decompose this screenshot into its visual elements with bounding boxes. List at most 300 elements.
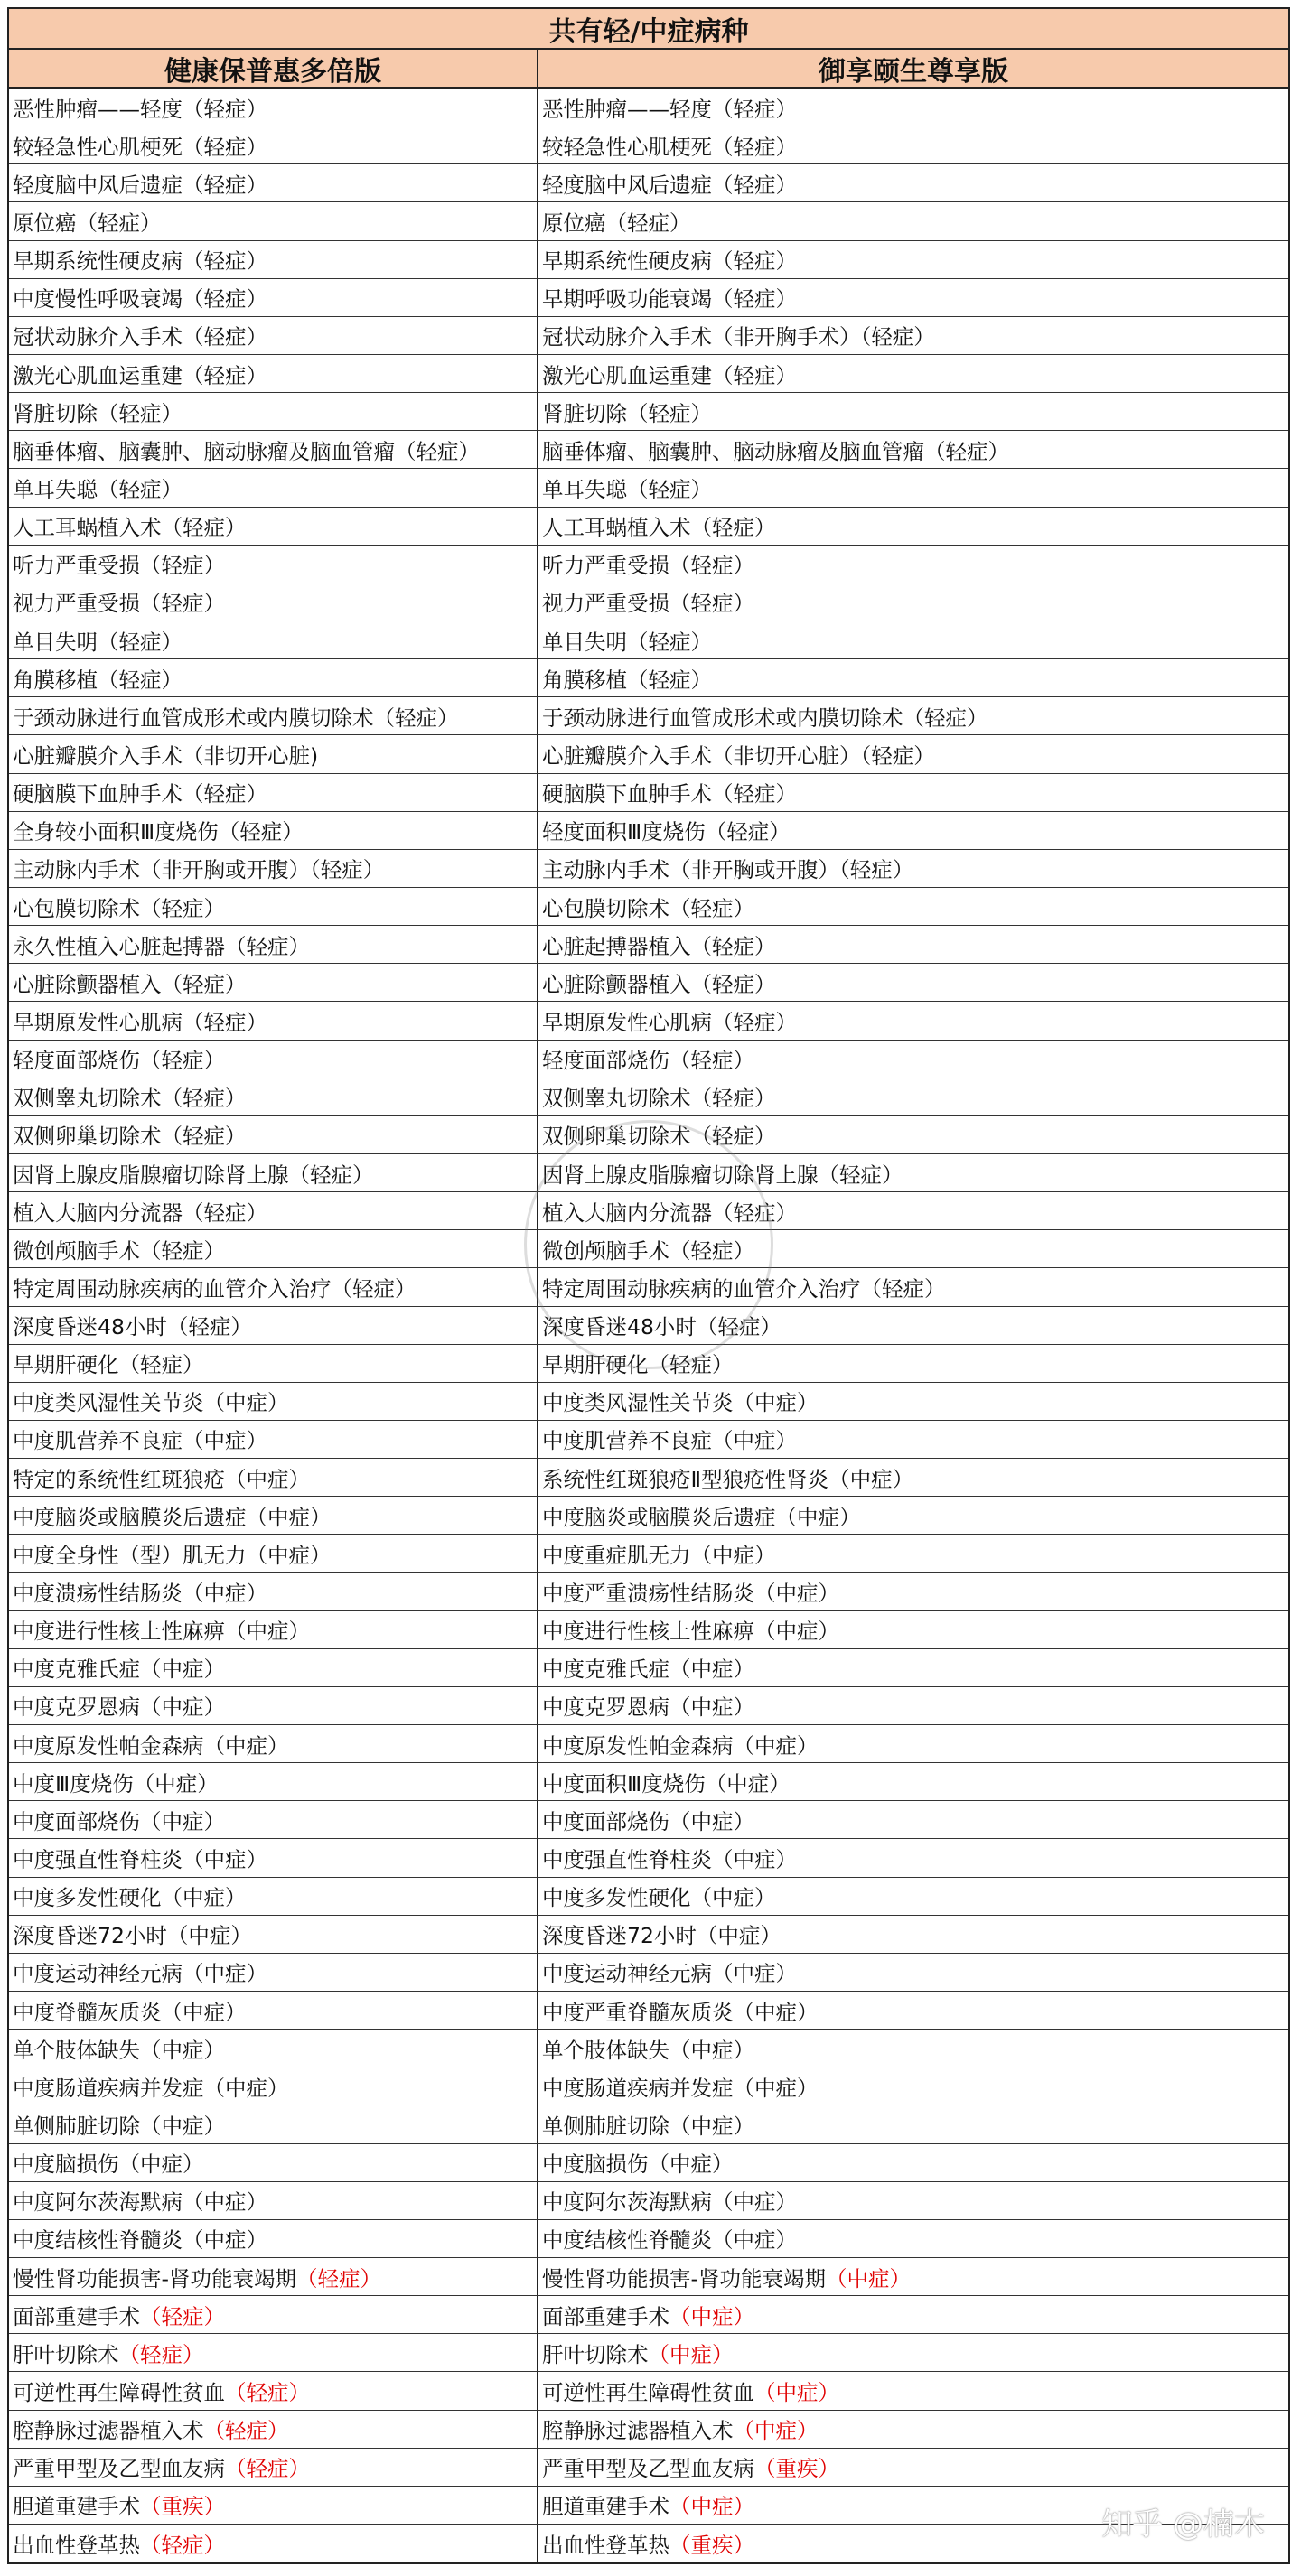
cell-right-plan [538, 583, 1288, 621]
cell-right-plan [538, 2182, 1288, 2219]
disease-name: 中度肌营养不良症（中症） [13, 1428, 267, 1454]
disease-name: 硬脑膜下血肿手术（轻症） [13, 781, 267, 807]
cell-left-plan [9, 888, 538, 925]
cell-left-plan [9, 621, 538, 658]
disease-name: 心包膜切除术（轻症） [13, 895, 225, 921]
table-row [9, 2182, 1288, 2220]
cell-right-plan [538, 2411, 1288, 2448]
table-row [9, 621, 1288, 659]
cell-left-plan [9, 2220, 538, 2257]
disease-name: 心脏除颤器植入（轻症） [542, 971, 776, 997]
cell-left-plan [9, 1649, 538, 1686]
disease-name: 可逆性再生障碍性贫血 [13, 2380, 225, 2405]
disease-name: 肾脏切除（轻症） [542, 400, 712, 426]
table-row [9, 2525, 1288, 2562]
disease-name: 较轻急性心肌梗死（轻症） [542, 134, 797, 160]
cell-left-plan [9, 508, 538, 545]
disease-name: 中度严重脊髓灰质炎（中症） [542, 1999, 819, 2025]
cell-left-plan [9, 2030, 538, 2067]
disease-name: 全身较小面积Ⅲ度烧伤（轻症） [13, 819, 304, 845]
cell-right-plan [538, 1992, 1288, 2029]
disease-name: 慢性肾功能损害-肾功能衰竭期 [13, 2265, 296, 2291]
cell-right-plan [538, 89, 1288, 126]
severity-tag: （中症） [733, 2418, 819, 2444]
table-row [9, 2105, 1288, 2143]
table-row [9, 1573, 1288, 1610]
table-row [9, 1383, 1288, 1421]
cell-right-plan [538, 202, 1288, 239]
disease-name: 中度阿尔茨海默病（中症） [13, 2189, 267, 2216]
cell-right-plan [538, 1041, 1288, 1078]
disease-name: 恶性肿瘤——轻度（轻症） [542, 96, 797, 122]
disease-name: 中度克雅氏症（中症） [542, 1657, 754, 1683]
cell-right-plan [538, 241, 1288, 278]
cell-right-plan [538, 317, 1288, 354]
disease-name: 激光心肌血运重建（轻症） [13, 362, 267, 388]
cell-right-plan [538, 2144, 1288, 2181]
table-row [9, 317, 1288, 355]
cell-left-plan [9, 659, 538, 696]
severity-tag: （中症） [754, 2380, 839, 2405]
disease-name: 中度进行性核上性麻痹（中症） [542, 1619, 839, 1645]
table-row [9, 583, 1288, 621]
table-row [9, 546, 1288, 583]
table-row [9, 1078, 1288, 1116]
disease-name: 中度脑损伤（中症） [13, 2151, 204, 2178]
disease-name: 中度进行性核上性麻痹（中症） [13, 1619, 310, 1645]
cell-left-plan [9, 1839, 538, 1876]
table-row [9, 2144, 1288, 2182]
disease-name: 单耳失聪（轻症） [13, 476, 183, 502]
cell-right-plan [538, 2296, 1288, 2333]
cell-left-plan [9, 1383, 538, 1420]
cell-left-plan [9, 1154, 538, 1191]
cell-right-plan [538, 1535, 1288, 1572]
cell-left-plan [9, 1002, 538, 1039]
disease-name: 激光心肌血运重建（轻症） [542, 362, 797, 388]
table-row [9, 1992, 1288, 2030]
table-row [9, 812, 1288, 850]
disease-name: 中度溃疡性结肠炎（中症） [13, 1581, 267, 1607]
disease-name: 双侧睾丸切除术（轻症） [542, 1086, 776, 1112]
table-row [9, 2030, 1288, 2067]
severity-tag: （中症） [825, 2265, 911, 2291]
cell-left-plan [9, 2258, 538, 2295]
disease-name: 较轻急性心肌梗死（轻症） [13, 134, 267, 160]
disease-name: 特定的系统性红斑狼疮（中症） [13, 1466, 310, 1492]
disease-name: 角膜移植（轻症） [13, 667, 183, 693]
cell-left-plan [9, 1535, 538, 1572]
table-row [9, 393, 1288, 431]
disease-name: 主动脉内手术（非开胸或开腹）（轻症） [13, 857, 385, 883]
cell-right-plan [538, 1573, 1288, 1610]
cell-right-plan [538, 2372, 1288, 2409]
cell-left-plan [9, 1307, 538, 1344]
cell-left-plan [9, 1916, 538, 1953]
disease-name: 人工耳蜗植入术（轻症） [542, 515, 776, 541]
table-row [9, 126, 1288, 164]
cell-right-plan [538, 774, 1288, 811]
disease-name: 中度强直性脊柱炎（中症） [13, 1847, 267, 1873]
cell-left-plan [9, 1954, 538, 1991]
disease-name: 胆道重建手术 [542, 2494, 669, 2520]
cell-right-plan [538, 735, 1288, 772]
disease-name: 中度类风湿性关节炎（中症） [13, 1390, 289, 1416]
disease-name: 双侧卵巢切除术（轻症） [542, 1124, 776, 1150]
cell-left-plan [9, 2144, 538, 2181]
table-row [9, 241, 1288, 279]
cell-left-plan [9, 1801, 538, 1838]
disease-name: 中度运动神经元病（中症） [13, 1961, 267, 1987]
table-row [9, 279, 1288, 317]
disease-name: 因肾上腺皮脂腺瘤切除肾上腺（轻症） [13, 1162, 374, 1188]
disease-name: 于颈动脉进行血管成形术或内膜切除术（轻症） [542, 705, 988, 731]
cell-left-plan [9, 774, 538, 811]
disease-name: 单目失明（轻症） [13, 629, 183, 655]
disease-name: 心脏除颤器植入（轻症） [13, 971, 247, 997]
cell-right-plan [538, 1078, 1288, 1115]
disease-name: 肝叶切除术 [542, 2341, 649, 2367]
disease-name: 植入大脑内分流器（轻症） [13, 1199, 267, 1226]
table-row [9, 1497, 1288, 1535]
disease-name: 心包膜切除术（轻症） [542, 895, 754, 921]
disease-name: 角膜移植（轻症） [542, 667, 712, 693]
cell-left-plan [9, 1763, 538, 1800]
cell-right-plan [538, 355, 1288, 392]
table-row [9, 202, 1288, 240]
cell-right-plan [538, 1497, 1288, 1534]
severity-tag: （重疾） [754, 2456, 839, 2482]
disease-name: 脑垂体瘤、脑囊肿、脑动脉瘤及脑血管瘤（轻症） [542, 438, 1009, 464]
cell-left-plan [9, 735, 538, 772]
cell-left-plan [9, 2449, 538, 2486]
disease-name: 早期系统性硬皮病（轻症） [13, 248, 267, 275]
cell-right-plan [538, 2220, 1288, 2257]
cell-left-plan [9, 1230, 538, 1267]
table-row [9, 1954, 1288, 1992]
cell-left-plan [9, 2525, 538, 2562]
cell-left-plan [9, 2487, 538, 2524]
disease-name: 微创颅脑手术（轻症） [13, 1237, 225, 1264]
cell-left-plan [9, 2067, 538, 2105]
cell-left-plan [9, 1421, 538, 1458]
cell-left-plan [9, 1497, 538, 1534]
cell-right-plan [538, 659, 1288, 696]
disease-name: 中度克罗恩病（中症） [13, 1694, 225, 1721]
disease-name: 早期肝硬化（轻症） [13, 1352, 204, 1378]
severity-tag: （轻症） [203, 2418, 289, 2444]
table-row [9, 1839, 1288, 1877]
table-row [9, 774, 1288, 812]
disease-name: 中度结核性脊髓炎（中症） [13, 2227, 267, 2254]
cell-left-plan [9, 2105, 538, 2142]
disease-name: 原位癌（轻症） [542, 210, 691, 236]
severity-tag: （轻症） [295, 2265, 381, 2291]
disease-name: 中度克罗恩病（中症） [542, 1694, 754, 1721]
disease-name: 中度强直性脊柱炎（中症） [542, 1847, 797, 1873]
table-row [9, 850, 1288, 888]
cell-left-plan [9, 279, 538, 316]
cell-left-plan [9, 89, 538, 126]
disease-name: 慢性肾功能损害-肾功能衰竭期 [542, 2265, 826, 2291]
cell-right-plan [538, 850, 1288, 887]
disease-name: 腔静脉过滤器植入术 [13, 2418, 204, 2444]
table-row [9, 697, 1288, 735]
disease-name: 轻度脑中风后遗症（轻症） [13, 172, 267, 198]
disease-name: 双侧睾丸切除术（轻症） [13, 1086, 247, 1112]
cell-right-plan [538, 1839, 1288, 1876]
cell-right-plan [538, 2067, 1288, 2105]
disease-name: 植入大脑内分流器（轻症） [542, 1199, 797, 1226]
cell-left-plan [9, 1078, 538, 1115]
cell-left-plan [9, 2411, 538, 2448]
table-row [9, 89, 1288, 126]
cell-right-plan [538, 2258, 1288, 2295]
disease-name: 主动脉内手术（非开胸或开腹）（轻症） [542, 857, 914, 883]
table-row [9, 1459, 1288, 1497]
disease-name: 硬脑膜下血肿手术（轻症） [542, 781, 797, 807]
table-row [9, 1535, 1288, 1573]
cell-left-plan [9, 2296, 538, 2333]
cell-right-plan [538, 2334, 1288, 2371]
table-row [9, 1878, 1288, 1916]
disease-name: 听力严重受损（轻症） [13, 553, 225, 579]
disease-name: 永久性植入心脏起搏器（轻症） [13, 933, 310, 959]
disease-name: 特定周围动脉疾病的血管介入治疗（轻症） [542, 1275, 946, 1302]
cell-left-plan [9, 546, 538, 583]
cell-left-plan [9, 202, 538, 239]
disease-name: 人工耳蜗植入术（轻症） [13, 515, 247, 541]
cell-left-plan [9, 1459, 538, 1496]
cell-right-plan [538, 1763, 1288, 1800]
cell-right-plan [538, 1954, 1288, 1991]
cell-left-plan [9, 355, 538, 392]
severity-tag: （轻症） [118, 2341, 204, 2367]
disease-name: 中度原发性帕金森病（中症） [13, 1732, 289, 1759]
table-row [9, 1916, 1288, 1954]
cell-right-plan [538, 1725, 1288, 1762]
cell-left-plan [9, 164, 538, 201]
cell-left-plan [9, 1041, 538, 1078]
cell-left-plan [9, 317, 538, 354]
cell-left-plan [9, 2182, 538, 2219]
cell-left-plan [9, 469, 538, 506]
table-row [9, 1421, 1288, 1459]
cell-right-plan [538, 964, 1288, 1001]
disease-name: 早期原发性心肌病（轻症） [13, 1009, 267, 1035]
cell-left-plan [9, 926, 538, 963]
seal-watermark [524, 1120, 773, 1369]
severity-tag: （中症） [648, 2341, 734, 2367]
cell-right-plan [538, 888, 1288, 925]
cell-right-plan [538, 1916, 1288, 1953]
severity-tag: （轻症） [140, 2533, 225, 2559]
disease-name: 视力严重受损（轻症） [13, 591, 225, 617]
cell-left-plan [9, 1992, 538, 2029]
cell-right-plan [538, 926, 1288, 963]
disease-name: 听力严重受损（轻症） [542, 553, 754, 579]
cell-left-plan [9, 964, 538, 1001]
cell-left-plan [9, 1573, 538, 1610]
cell-left-plan [9, 697, 538, 734]
disease-name: 中度面部烧伤（中症） [542, 1808, 754, 1834]
severity-tag: （轻症） [140, 2303, 225, 2329]
cell-right-plan [538, 1687, 1288, 1724]
disease-name: 中度Ⅲ度烧伤（中症） [13, 1770, 219, 1797]
disease-name: 中度多发性硬化（中症） [542, 1885, 776, 1911]
disease-name: 单个肢体缺失（中症） [542, 2037, 754, 2063]
cell-right-plan [538, 1611, 1288, 1648]
cell-right-plan [538, 546, 1288, 583]
disease-name: 中度克雅氏症（中症） [13, 1657, 225, 1683]
disease-name: 冠状动脉介入手术（轻症） [13, 324, 267, 350]
disease-name: 单个肢体缺失（中症） [13, 2037, 225, 2063]
table-row [9, 2258, 1288, 2296]
disease-name: 严重甲型及乙型血友病 [13, 2456, 225, 2482]
disease-name: 于颈动脉进行血管成形术或内膜切除术（轻症） [13, 705, 459, 731]
table-row [9, 1687, 1288, 1725]
table-row [9, 659, 1288, 697]
table-row [9, 2220, 1288, 2258]
disease-name: 原位癌（轻症） [13, 210, 162, 236]
disease-name: 可逆性再生障碍性贫血 [542, 2380, 754, 2405]
cell-right-plan [538, 1649, 1288, 1686]
disease-name: 心脏起搏器植入（轻症） [542, 933, 776, 959]
disease-name: 深度昏迷48小时（轻症） [542, 1314, 782, 1340]
table-row [9, 1801, 1288, 1839]
table-row [9, 1611, 1288, 1649]
severity-tag: （轻症） [225, 2456, 310, 2482]
source-watermark: 知乎 @楠木 [1101, 2506, 1265, 2543]
disease-name: 脑垂体瘤、脑囊肿、脑动脉瘤及脑血管瘤（轻症） [13, 438, 480, 464]
disease-name: 系统性红斑狼疮Ⅱ型狼疮性肾炎（中症） [542, 1466, 914, 1492]
disease-name: 双侧卵巢切除术（轻症） [13, 1124, 247, 1150]
disease-name: 中度面积Ⅲ度烧伤（中症） [542, 1770, 791, 1797]
disease-name: 单耳失聪（轻症） [542, 476, 712, 502]
cell-right-plan [538, 2030, 1288, 2067]
cell-left-plan [9, 2334, 538, 2371]
cell-left-plan [9, 583, 538, 621]
disease-name: 中度阿尔茨海默病（中症） [542, 2189, 797, 2216]
table-row [9, 2334, 1288, 2372]
cell-right-plan [538, 1002, 1288, 1039]
disease-name: 深度昏迷72小时（中症） [13, 1923, 252, 1949]
cell-right-plan [538, 469, 1288, 506]
table-row [9, 508, 1288, 546]
table-row [9, 735, 1288, 773]
cell-left-plan [9, 1268, 538, 1305]
disease-name: 单目失明（轻症） [542, 629, 712, 655]
disease-name: 出血性登革热 [13, 2533, 140, 2559]
disease-name: 早期呼吸功能衰竭（轻症） [542, 286, 797, 313]
cell-right-plan [538, 431, 1288, 468]
disease-name: 心脏瓣膜介入手术（非切开心脏）（轻症） [542, 742, 935, 769]
table-row [9, 2372, 1288, 2410]
disease-name: 中度结核性脊髓炎（中症） [542, 2227, 797, 2254]
severity-tag: （重疾） [669, 2533, 754, 2559]
cell-left-plan [9, 850, 538, 887]
cell-left-plan [9, 393, 538, 430]
column-header-left: 健康保普惠多倍版 [9, 50, 538, 87]
disease-name: 中度严重溃疡性结肠炎（中症） [542, 1581, 839, 1607]
disease-name: 中度运动神经元病（中症） [542, 1961, 797, 1987]
disease-name: 严重甲型及乙型血友病 [542, 2456, 754, 2482]
severity-tag: （中症） [669, 2303, 754, 2329]
cell-right-plan [538, 1459, 1288, 1496]
disease-name: 单侧肺脏切除（中症） [13, 2114, 225, 2140]
table-row [9, 469, 1288, 507]
cell-left-plan [9, 241, 538, 278]
disease-name: 中度类风湿性关节炎（中症） [542, 1390, 819, 1416]
disease-name: 中度肠道疾病并发症（中症） [542, 2075, 819, 2101]
disease-name: 冠状动脉介入手术（非开胸手术）（轻症） [542, 324, 935, 350]
table-row [9, 2449, 1288, 2487]
cell-left-plan [9, 431, 538, 468]
disease-name: 中度脑炎或脑膜炎后遗症（中症） [542, 1504, 861, 1530]
disease-name: 轻度脑中风后遗症（轻症） [542, 172, 797, 198]
table-row [9, 2487, 1288, 2525]
disease-name: 因肾上腺皮脂腺瘤切除肾上腺（轻症） [542, 1162, 903, 1188]
disease-name: 中度脑损伤（中症） [542, 2151, 734, 2178]
disease-name: 视力严重受损（轻症） [542, 591, 754, 617]
disease-name: 微创颅脑手术（轻症） [542, 1237, 754, 1264]
disease-name: 肾脏切除（轻症） [13, 400, 183, 426]
disease-name: 中度肌营养不良症（中症） [542, 1428, 797, 1454]
cell-right-plan [538, 508, 1288, 545]
cell-right-plan [538, 2105, 1288, 2142]
table-row [9, 431, 1288, 469]
disease-name: 心脏瓣膜介入手术（非切开心脏) [13, 742, 319, 769]
cell-left-plan [9, 1611, 538, 1648]
cell-right-plan [538, 1383, 1288, 1420]
disease-name: 早期系统性硬皮病（轻症） [542, 248, 797, 275]
cell-right-plan [538, 164, 1288, 201]
disease-name: 中度原发性帕金森病（中症） [542, 1732, 819, 1759]
table-row [9, 1649, 1288, 1687]
disease-name: 中度脑炎或脑膜炎后遗症（中症） [13, 1504, 332, 1530]
cell-left-plan [9, 1192, 538, 1229]
table-row [9, 964, 1288, 1002]
cell-right-plan [538, 1801, 1288, 1838]
disease-name: 胆道重建手术 [13, 2494, 140, 2520]
cell-left-plan [9, 1116, 538, 1153]
cell-left-plan [9, 1725, 538, 1762]
cell-right-plan [538, 697, 1288, 734]
table-row [9, 926, 1288, 964]
table-title: 共有轻/中症病种 [9, 9, 1288, 50]
table-header [9, 50, 1288, 89]
disease-name: 中度脊髓灰质炎（中症） [13, 1999, 247, 2025]
table-row [9, 2296, 1288, 2334]
table-row [9, 1041, 1288, 1078]
table-row [9, 355, 1288, 393]
disease-name: 出血性登革热 [542, 2533, 669, 2559]
cell-right-plan [538, 812, 1288, 849]
cell-right-plan [538, 1421, 1288, 1458]
disease-name: 中度多发性硬化（中症） [13, 1885, 247, 1911]
disease-name: 深度昏迷48小时（轻症） [13, 1314, 252, 1340]
cell-right-plan [538, 2449, 1288, 2486]
disease-name: 早期肝硬化（轻症） [542, 1352, 734, 1378]
disease-name: 轻度面部烧伤（轻症） [542, 1048, 754, 1074]
disease-name: 轻度面积Ⅲ度烧伤（轻症） [542, 819, 791, 845]
table-row [9, 1725, 1288, 1763]
disease-name: 轻度面部烧伤（轻症） [13, 1048, 225, 1074]
cell-right-plan [538, 1878, 1288, 1915]
severity-tag: （轻症） [225, 2380, 310, 2405]
disease-name: 中度全身性（型）肌无力（中症） [13, 1542, 332, 1568]
disease-name: 腔静脉过滤器植入术 [542, 2418, 734, 2444]
